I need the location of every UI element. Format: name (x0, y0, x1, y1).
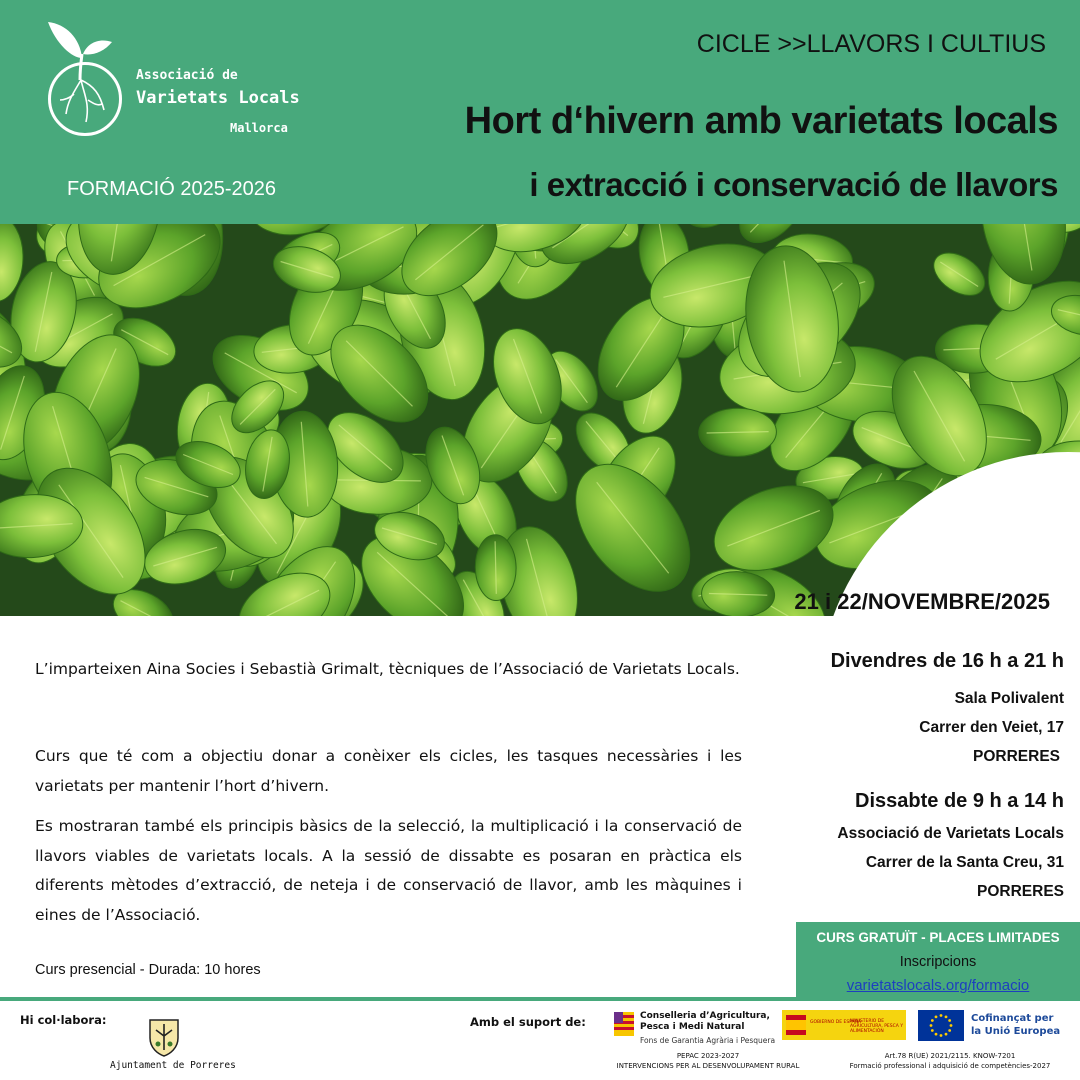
spain-flag-icon (786, 1015, 806, 1035)
cycle-label: CICLE >>LLAVORS I CULTIUS (696, 30, 1046, 58)
eu-flag-icon (918, 1010, 964, 1041)
org-name-line3: Mallorca (230, 121, 288, 135)
regulation-label (830, 1051, 1070, 1071)
pepac-line2: INTERVENCIONS PER AL DESENVOLUPAMENT RURAL (616, 1062, 800, 1070)
eu-line2: la Unió Europea (971, 1026, 1061, 1037)
content-paragraph: Es mostraran també els principis bàsics de la selecció, la multiplicació i la conservació de llavors viables de varietats locals. A la sessió de dissabte es posaran en pràctica els diferents mètodes d’extracció, de neteja i de conservació de llavor, amb les màquines i eines de l’Associació. (35, 817, 742, 924)
objective-paragraph: Curs que té com a objectiu donar a conèixer els cicles, les tasques necessàries i les varietats per mantenir l’hort d’hivern. (35, 747, 742, 795)
title-line2: i extracció i conservació de llavors (529, 166, 1058, 203)
eu-star (931, 1019, 934, 1022)
eu-star (950, 1024, 953, 1027)
sprout-with-roots-icon (44, 14, 124, 140)
org-name-line1: Associació de (136, 68, 238, 83)
saturday-town: PORRERES (977, 883, 1064, 900)
collaborates-label: Hi col·labora: (20, 1013, 107, 1027)
eu-star (940, 1014, 943, 1017)
conselleria-line1: Conselleria d’Agricultura, (640, 1011, 770, 1021)
eu-cofinanced-label (971, 1012, 1060, 1038)
instructors-paragraph: L’imparteixen Aina Socies i Sebastià Grimalt, tècniques de l’Associació de Varietats Locals. (35, 660, 740, 678)
eu-star (930, 1024, 933, 1027)
registration-link[interactable]: varietatslocals.org/formacio (846, 977, 1030, 994)
header-band (0, 0, 1080, 224)
balearic-flag-icon (614, 1012, 634, 1036)
eu-star (948, 1019, 951, 1022)
eu-line1: Cofinançat per (971, 1013, 1054, 1024)
title-line1: Hort d‘hivern amb varietats locals (464, 100, 1058, 142)
eu-star (948, 1029, 951, 1032)
regulation-line1: Art.78 R(UE) 2021/2115. KNOW-7201 (884, 1052, 1016, 1060)
eu-star (940, 1034, 943, 1037)
gov-text2: MINISTERIO DE AGRICULTURA, PESCA Y ALIMENTACIÓN (850, 1019, 904, 1034)
support-label: Amb el suport de: (470, 1015, 586, 1029)
regulation-line2: Formació professional i adquisició de competències-2027 (849, 1062, 1051, 1070)
fons-label: Fons de Garantia Agrària i Pesquera (640, 1036, 776, 1045)
eu-star (935, 1033, 938, 1036)
saturday-place: Associació de Varietats Locals (837, 825, 1064, 842)
footer-divider (0, 997, 1080, 1001)
eu-star (931, 1029, 934, 1032)
pepac-label (608, 1051, 808, 1071)
porreres-crest-icon (146, 1016, 182, 1058)
course-duration: Curs presencial - Durada: 10 hores (35, 962, 261, 978)
friday-place: Sala Polivalent (954, 690, 1064, 707)
registration-box (796, 922, 1080, 998)
free-course-label: CURS GRATUÏT - PLACES LIMITADES (816, 930, 1060, 945)
org-name-line2: Varietats Locals (136, 88, 300, 108)
formacio-label: FORMACIÓ 2025-2026 (67, 178, 276, 200)
saturday-address: Carrer de la Santa Creu, 31 (865, 854, 1064, 871)
saturday-schedule: Dissabte de 9 h a 14 h (855, 790, 1064, 812)
friday-address: Carrer den Veiet, 17 (919, 719, 1064, 736)
eu-star (935, 1015, 938, 1018)
conselleria-line2: Pesca i Medi Natural (640, 1022, 745, 1032)
ajuntament-label: Ajuntament de Porreres (110, 1060, 236, 1071)
gov-text1: GOBIERNO DE ESPAÑA (810, 1020, 862, 1025)
pepac-line1: PEPAC 2023-2027 (676, 1052, 740, 1060)
friday-town: PORRERES (973, 748, 1060, 765)
spain-government-logo (782, 1010, 906, 1040)
eu-star (945, 1015, 948, 1018)
eu-star (945, 1033, 948, 1036)
course-date: 21 i 22/NOVEMBRE/2025 (794, 589, 1050, 614)
conselleria-label (640, 1011, 770, 1033)
friday-schedule: Divendres de 16 h a 21 h (830, 650, 1064, 672)
registration-label: Inscripcions (899, 954, 977, 970)
